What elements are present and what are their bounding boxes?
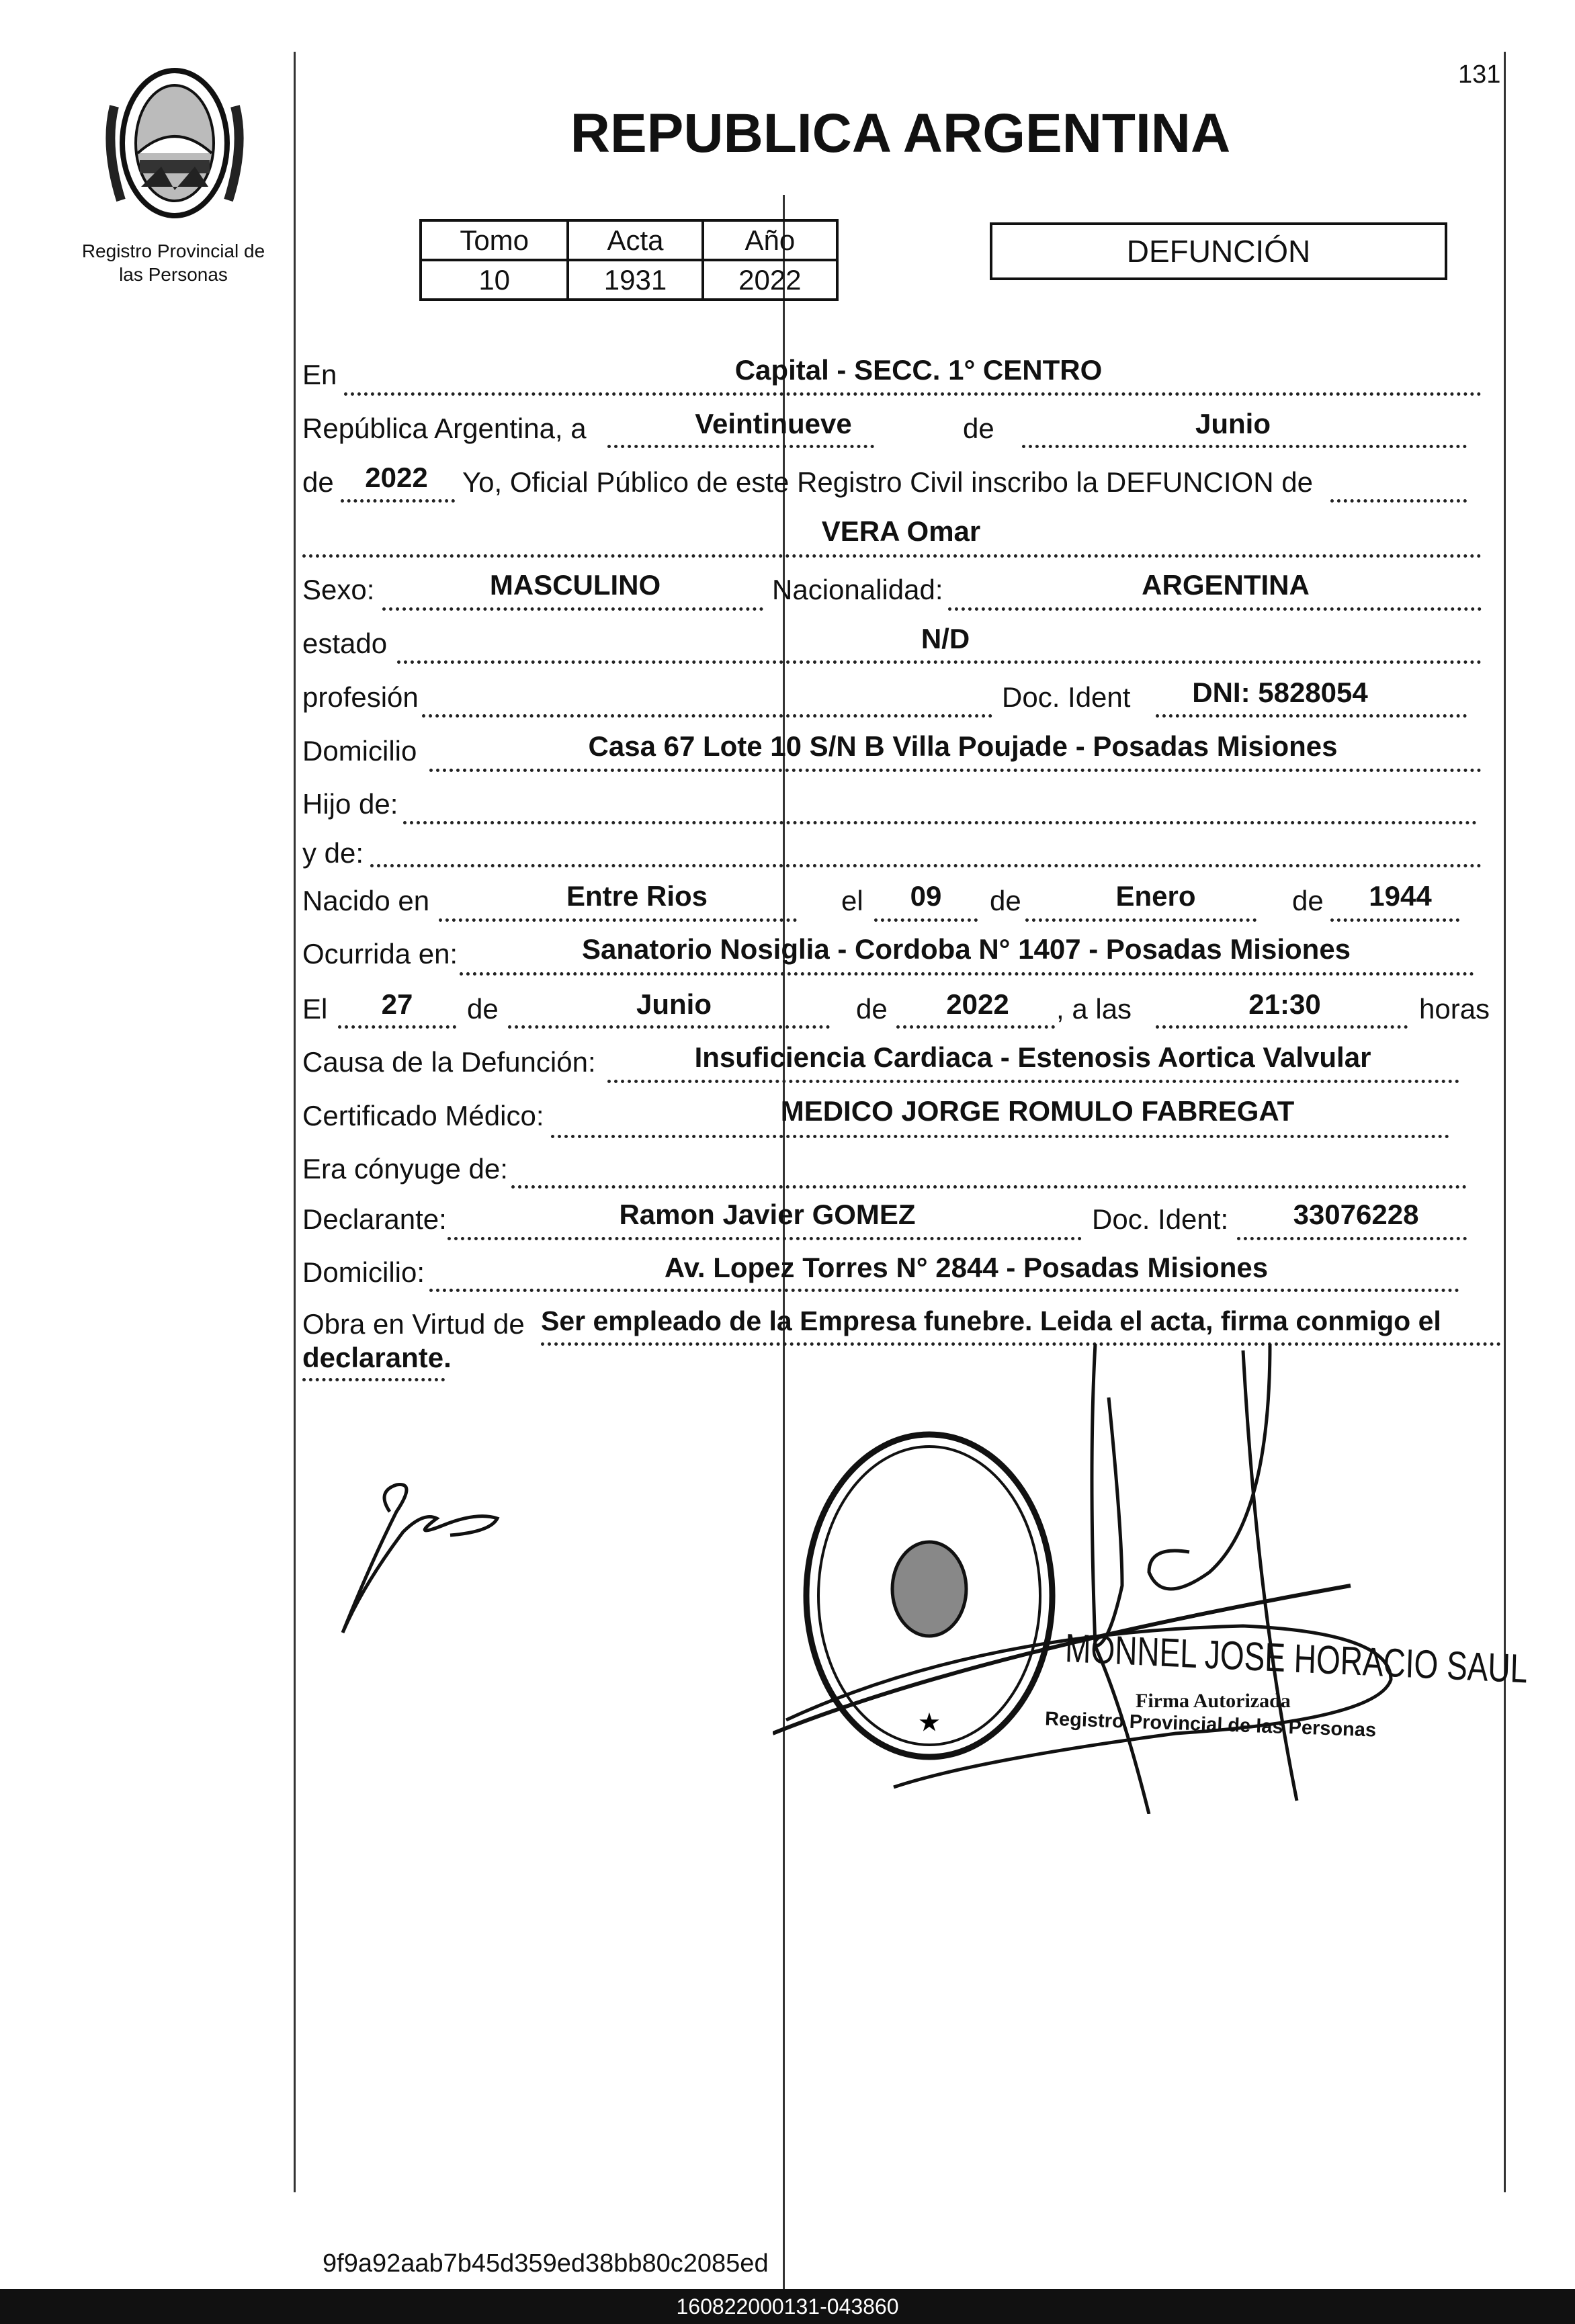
label-causa: Causa de la Defunción:	[302, 1046, 596, 1078]
field-def-hora: 21:30	[1248, 988, 1321, 1020]
line-def-dia	[338, 1025, 456, 1029]
field-def-anio: 2022	[946, 988, 1009, 1020]
line-domicilio	[429, 769, 1482, 772]
document-title: REPUBLICA ARGENTINA	[570, 103, 1231, 164]
signatory-role: Firma Autorizada	[1136, 1690, 1291, 1712]
signatory-office: Registro Provincial de las Personas	[1044, 1708, 1377, 1741]
field-nombre: VERA Omar	[821, 515, 981, 547]
field-sexo: MASCULINO	[489, 569, 661, 601]
label-el: el	[841, 885, 863, 916]
signatory-name: MONNEL JOSE HORACIO SAUL	[1064, 1625, 1529, 1692]
line-y-de	[370, 864, 1482, 867]
label-sexo: Sexo:	[302, 574, 375, 605]
field-anio: 2022	[365, 462, 428, 493]
doc-type-box	[990, 222, 1447, 280]
label-de-1: de	[963, 413, 994, 444]
line-ocurrida-en	[460, 972, 1474, 976]
record-reference-table	[419, 219, 839, 301]
field-ocurrida-en: Sanatorio Nosiglia - Cordoba N° 1407 - Posadas Misiones	[581, 933, 1351, 965]
field-nac-anio: 1944	[1369, 880, 1432, 912]
label-certificado: Certificado Médico:	[302, 1100, 544, 1131]
label-ocurrida-en: Ocurrida en:	[302, 938, 458, 970]
field-causa: Insuficiencia Cardiaca - Estenosis Aortica Valvular	[694, 1041, 1371, 1073]
footer-bar	[0, 2289, 1575, 2324]
label-doc-ident-2: Doc. Ident:	[1092, 1203, 1229, 1235]
svg-text:★: ★	[919, 1711, 940, 1735]
document-hash: 9f9a92aab7b45d359ed38bb80c2085ed	[323, 2249, 769, 2278]
field-dia-letras: Veintinueve	[695, 408, 852, 439]
line-def-anio	[896, 1025, 1055, 1029]
doc-type: DEFUNCIÓN	[1126, 234, 1311, 269]
authority-signature	[773, 1330, 1445, 1814]
line-yo	[1330, 499, 1467, 503]
line-mes	[1022, 445, 1467, 448]
field-def-mes: Junio	[636, 988, 712, 1020]
field-obra: Ser empleado de la Empresa funebre. Leida el acta, firma conmigo el	[541, 1305, 1441, 1336]
line-obra-2	[302, 1378, 445, 1381]
header-tomo: Tomo	[421, 220, 568, 260]
label-nacido-en: Nacido en	[302, 885, 430, 916]
line-declarante-doc	[1237, 1237, 1467, 1240]
field-declarante: Ramon Javier GOMEZ	[619, 1199, 916, 1230]
field-domicilio: Casa 67 Lote 10 S/N B Villa Poujade - Posadas Misiones	[588, 730, 1338, 762]
page-number: 131	[1458, 60, 1501, 89]
line-dia	[607, 445, 874, 448]
label-declarante: Declarante:	[302, 1203, 447, 1235]
field-obra-2: declarante.	[302, 1342, 452, 1373]
center-fold-line	[783, 195, 785, 2289]
line-estado	[397, 660, 1482, 664]
line-nac-mes	[1025, 918, 1257, 922]
office-name-line2: las Personas	[119, 264, 228, 285]
label-horas: horas	[1419, 993, 1490, 1025]
label-en: En	[302, 359, 337, 390]
line-nac-anio	[1330, 918, 1459, 922]
label-conyuge: Era cónyuge de:	[302, 1153, 508, 1185]
line-certificado	[551, 1135, 1449, 1138]
label-republica: República Argentina, a	[302, 413, 587, 444]
field-declarante-domicilio: Av. Lopez Torres N° 2844 - Posadas Misiones	[664, 1252, 1269, 1283]
label-de-3: de	[990, 885, 1021, 916]
line-conyuge	[511, 1185, 1467, 1189]
line-def-hora	[1156, 1025, 1408, 1029]
label-domicilio-2: Domicilio:	[302, 1256, 425, 1288]
label-hijo-de: Hijo de:	[302, 788, 398, 820]
field-doc-ident: DNI: 5828054	[1192, 677, 1368, 708]
label-de-5: de	[467, 993, 499, 1025]
line-nacionalidad	[948, 607, 1482, 611]
line-nac-dia	[874, 918, 978, 922]
label-de-4: de	[1292, 885, 1324, 916]
label-yo: Yo, Oficial Público de este Registro Civil inscribo la DEFUNCION de	[462, 466, 1313, 498]
line-nombre	[302, 554, 1482, 558]
line-hijo-de	[403, 821, 1477, 824]
line-en	[344, 392, 1482, 396]
office-name-line1: Registro Provincial de	[81, 241, 265, 261]
field-nac-dia: 09	[910, 880, 942, 912]
label-profesion: profesión	[302, 681, 419, 713]
label-domicilio: Domicilio	[302, 735, 417, 767]
field-nac-mes: Enero	[1115, 880, 1196, 912]
field-mes: Junio	[1195, 408, 1271, 439]
label-doc-ident: Doc. Ident	[1002, 681, 1131, 713]
line-sexo	[382, 607, 763, 611]
line-def-mes	[508, 1025, 830, 1029]
provincia-misiones-emblem	[101, 66, 249, 224]
label-el-cap: El	[302, 993, 328, 1025]
header-anio: Año	[703, 220, 837, 260]
field-estado: N/D	[921, 623, 970, 654]
left-margin-line	[294, 52, 296, 2192]
footer-code: 160822000131-043860	[676, 2294, 899, 2319]
line-doc-ident	[1156, 714, 1467, 718]
label-de-6: de	[856, 993, 888, 1025]
field-nacionalidad: ARGENTINA	[1142, 569, 1310, 601]
field-lugar: Capital - SECC. 1° CENTRO	[734, 354, 1103, 386]
value-acta: 1931	[568, 260, 702, 300]
label-nacionalidad: Nacionalidad:	[772, 574, 943, 605]
label-estado: estado	[302, 628, 388, 659]
field-declarante-doc: 33076228	[1293, 1199, 1419, 1230]
right-margin-line	[1504, 52, 1506, 2192]
line-declarante-domicilio	[429, 1289, 1459, 1292]
field-certificado: MEDICO JORGE ROMULO FABREGAT	[780, 1095, 1295, 1127]
field-def-dia: 27	[381, 988, 413, 1020]
label-de-2: de	[302, 466, 334, 498]
field-nacido-en: Entre Rios	[566, 880, 708, 912]
value-anio: 2022	[703, 260, 837, 300]
header-acta: Acta	[568, 220, 702, 260]
value-tomo: 10	[421, 260, 568, 300]
label-a-las: , a las	[1056, 993, 1132, 1025]
line-anio	[341, 499, 455, 503]
label-y-de: y de:	[302, 837, 364, 869]
line-causa	[607, 1080, 1459, 1083]
line-nacido-en	[439, 918, 797, 922]
declarante-signature	[329, 1471, 517, 1646]
label-obra: Obra en Virtud de	[302, 1308, 525, 1340]
line-profesion	[422, 714, 992, 718]
line-declarante	[448, 1237, 1082, 1240]
